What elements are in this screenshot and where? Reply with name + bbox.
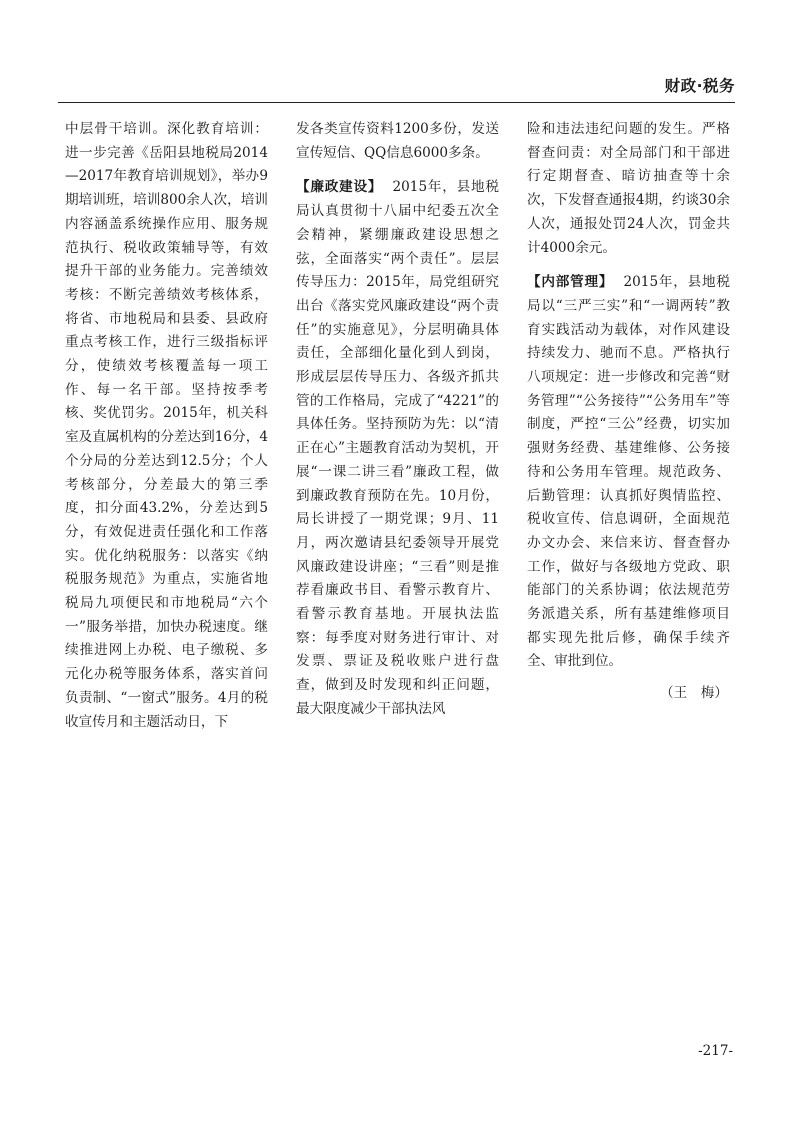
paragraph-anti-corruption [296, 176, 499, 721]
author-credit: （王 梅） [660, 685, 728, 702]
column-1 [65, 118, 268, 1018]
page-number: -217- [698, 1043, 733, 1059]
paragraph-body: 2015年，县地税局以“三严三实”和“一调两转”教育实践活动为载体，对作风建设持续发力、驰而不息。严格执行八项规定：进一步修改和完善“财务管理”“公务接待”“公务用车”等制度，严控“三公”经费，切实加强财务经费、基建维修、公务接待和公务用车管理。规范政务、后勤管理：认真抓好舆情监控、税收宣传、信息调研，全面规范办文办会、来信来访、督查督办工作，做好与各级地方党政、职能部门的关系协调；依法规范劳务派遣关系，所有基建维修项目都实现先批后修，确保手续齐全、审批到位。 [527, 274, 730, 670]
paragraph: 险和违法违纪问题的发生。严格督查问责：对全局部门和干部进行定期督查、暗访抽查等十余次，下发督查通报4期，约谈30余人次，通报处罚24人次，罚金共计4000余元。 [527, 121, 730, 256]
paragraph-internal-management [527, 271, 730, 674]
column-3 [527, 118, 730, 1018]
section-heading-internal-management: 【内部管理】 [527, 274, 614, 291]
section-heading-anti-corruption: 【廉政建设】 [296, 179, 383, 196]
column-2 [296, 118, 499, 1018]
text-columns [65, 118, 730, 1018]
paragraph-body: 2015年，县地税局认真贯彻十八届中纪委五次全会精神，紧绷廉政建设思想之弦，全面落实“两个责任”。层层传导压力：2015年，局党组研究出台《落实党风廉政建设“两个责任”的实施意见》，分层明确具体责任，全部细化量化到人到岗，形成层层传导压力、各级齐抓共管的工作格局，完成了“4221”的具体任务。坚持预防为先：以“清正在心”主题教育活动为契机，开展“一课二讲三看”廉政工程，做到廉政教育预防在先。10月份，局长讲授了一期党课；9月、11月，两次邀请县纪委领导开展党风廉政建设讲座；“三看”则是推荐看廉政书目、看警示教育片、看警示教育基地。开展执法监察：每季度对财务进行审计、对发票、票证及税收账户进行盘查，做到及时发现和纠正问题，最大限度减少干部执法风 [296, 179, 499, 717]
paragraph: 发各类宣传资料1200多份，发送宣传短信、QQ信息6000多条。 [296, 121, 499, 161]
paragraph: 中层骨干培训。深化教育培训：进一步完善《岳阳县地税局2014—2017年教育培训规划》，举办9期培训班，培训800余人次，培训内容涵盖系统操作应用、服务规范执行、税收政策辅导等，有效提升干部的业务能力。完善绩效考核：不断完善绩效考核体系，将省、市地税局和县委、县政府重点考核工作，进行三级指标评分，使绩效考核覆盖每一项工作、每一名干部。坚持按季考核、奖优罚劣。2015年，机关科室及直属机构的分差达到16分，4个分局的分差达到12.5分；个人考核部分，分差最大的第三季度，扣分面43.2%，分差达到5分，有效促进责任强化和工作落实。优化纳税服务：以落实《纳税服务规范》为重点，实施省地税局九项便民和市地税局“六个一”服务举措，加快办税速度。继续推进网上办税、电子缴税、多元化办税等服务体系，落实首问负责制、“一窗式”服务。4月的税收宣传月和主题活动日，下 [65, 121, 268, 730]
section-title: 财政·税务 [664, 77, 735, 95]
page-header [58, 70, 735, 103]
